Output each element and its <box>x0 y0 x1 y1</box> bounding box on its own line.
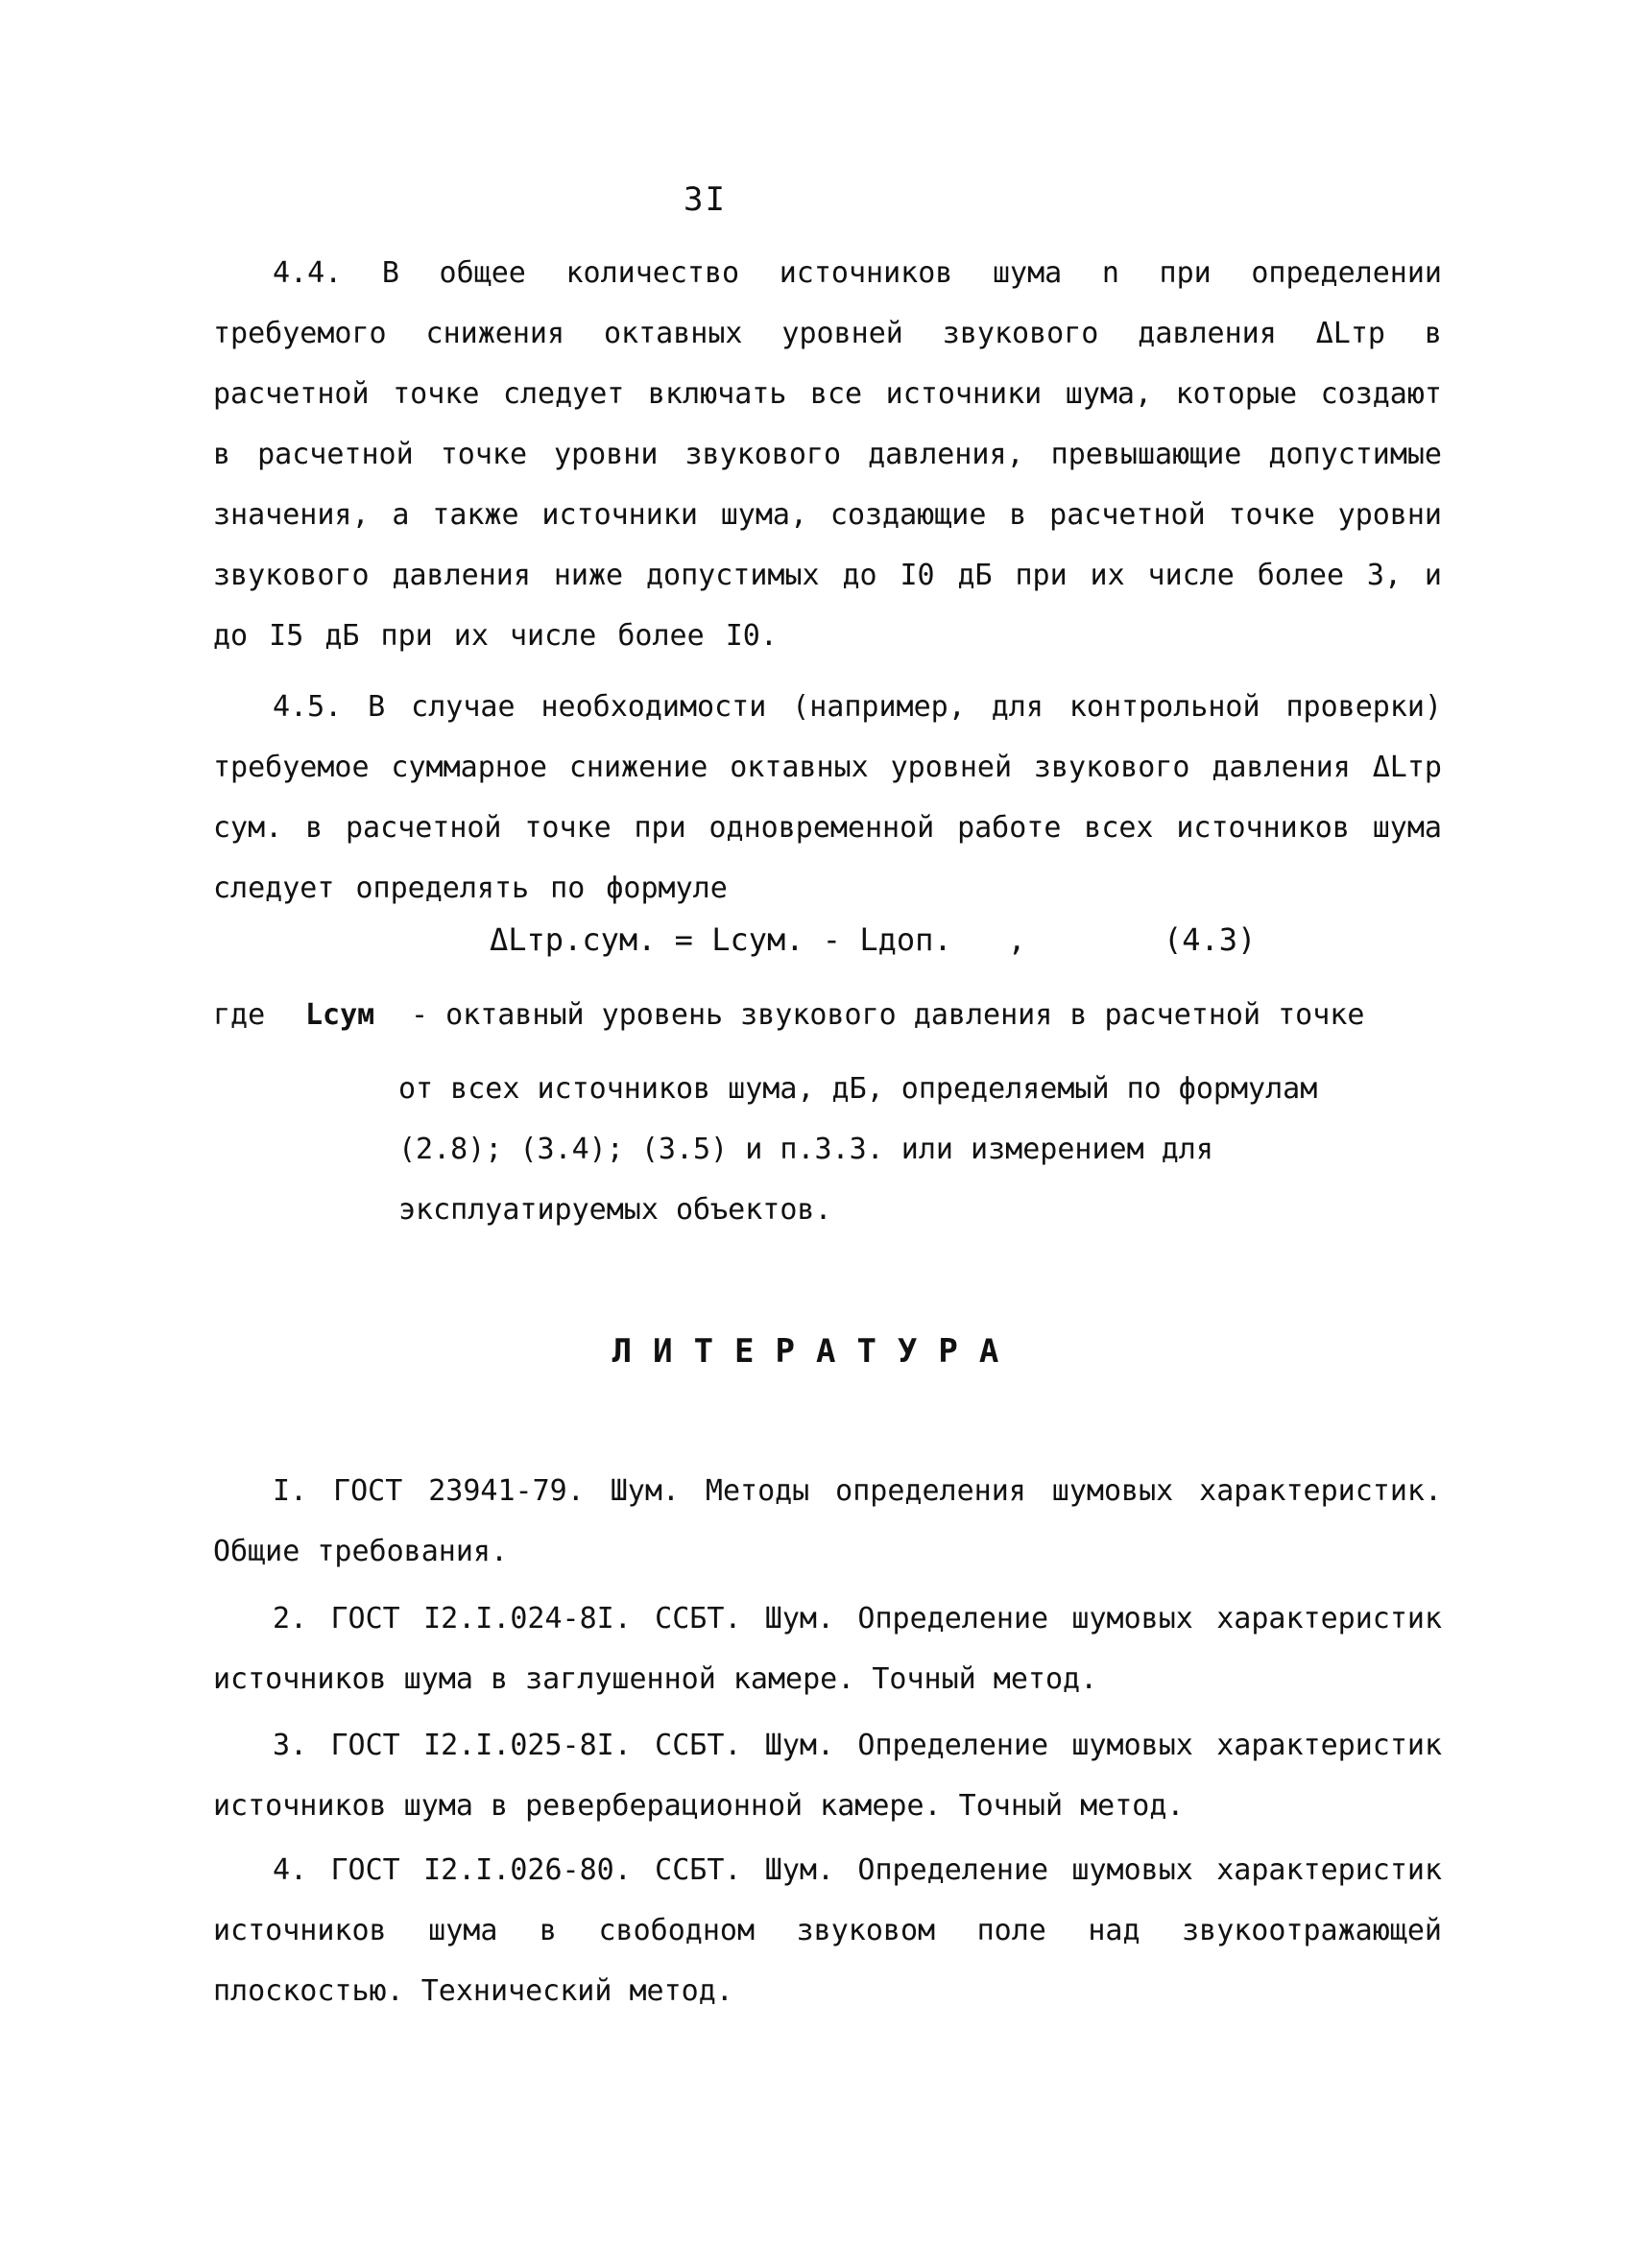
where-definition-continuation: от всех источников шума, дБ, определяемый по формулам (2.8); (3.4); (3.5) и п.3.3. или измерением для эксплуатируемых объектов. <box>398 1072 1318 1227</box>
literature-item-text: 4. ГОСТ I2.I.026-80. ССБТ. Шум. Определение шумовых характеристик источников шума в свободном звуковом поле над звукоотражающей плоскостью. Технический метод. <box>213 1853 1442 2008</box>
literature-item <box>213 1461 1442 1582</box>
paragraph-4-4-text: 4.4. В общее количество источников шума n при определении требуемого снижения октавных уровней звукового давления ΔLтр в расчетной точке следует включать все источники шума, которые создают в расчетной точке уровни звукового давления, превышающие допустимые значения, а также источники шума, создающие в расчетной точке уровни звукового давления ниже допустимых до I0 дБ при их числе более 3, и до I5 дБ при их числе более I0. <box>213 256 1442 653</box>
literature-heading: ЛИТЕРАТУРА <box>612 1332 1020 1371</box>
literature-item <box>213 1840 1442 2021</box>
paragraph-4-4 <box>213 243 1442 666</box>
where-label: где <box>213 998 266 1032</box>
formula-number: (4.3) <box>1164 921 1257 958</box>
paragraph-4-5 <box>213 677 1442 919</box>
literature-item <box>213 1588 1442 1709</box>
page-number: 3I <box>684 180 727 219</box>
where-definition-first-line: - октавный уровень звукового давления в расчетной точке <box>411 998 1365 1032</box>
paragraph-4-5-text: 4.5. В случае необходимости (например, для контрольной проверки) требуемое суммарное снижение октавных уровней звукового давления ΔLтр сум. в расчетной точке при одновременной работе всех источников шума следует определять по формуле <box>213 690 1442 905</box>
literature-item-text: I. ГОСТ 23941-79. Шум. Методы определения шумовых характеристик. Общие требования. <box>213 1474 1442 1568</box>
literature-item-text: 2. ГОСТ I2.I.024-8I. ССБТ. Шум. Определение шумовых характеристик источников шума в заглушенной камере. Точный метод. <box>213 1602 1442 1696</box>
literature-item-text: 3. ГОСТ I2.I.025-8I. ССБТ. Шум. Определение шумовых характеристик источников шума в реверберационной камере. Точный метод. <box>213 1729 1442 1823</box>
formula-4-3: ΔLтр.сум. = Lсум. - Lдоп. , <box>490 921 1026 958</box>
where-term: Lсум <box>305 998 375 1032</box>
literature-item <box>213 1715 1442 1836</box>
